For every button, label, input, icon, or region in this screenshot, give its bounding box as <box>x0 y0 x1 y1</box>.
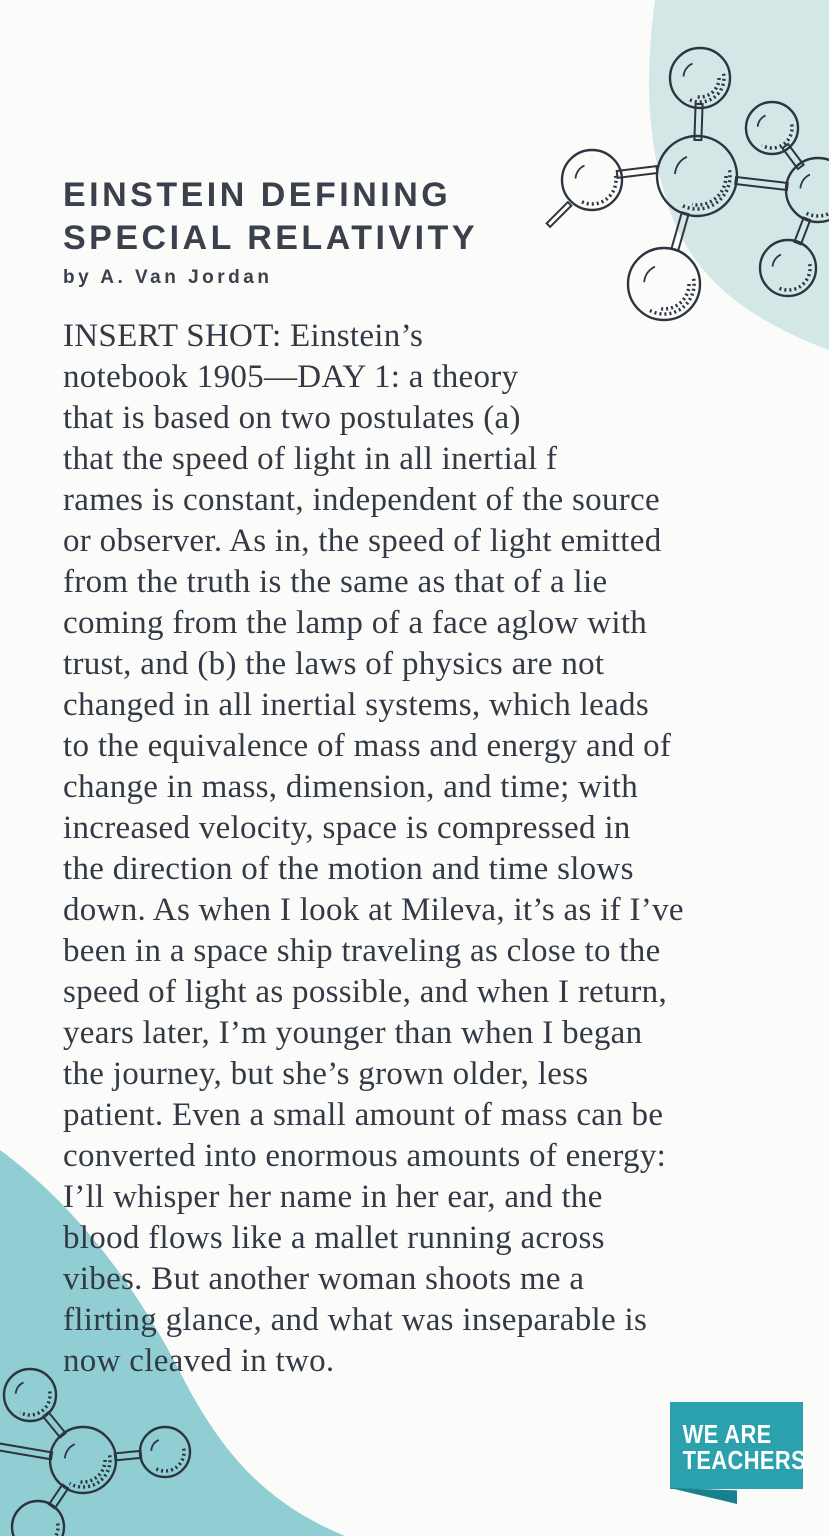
poem-line: rames is constant, independent of the source <box>63 482 660 518</box>
poem-line: blood flows like a mallet running across <box>63 1220 605 1256</box>
poem-line: speed of light as possible, and when I return, <box>63 974 667 1010</box>
poem-line: INSERT SHOT: Einstein’s <box>63 318 424 354</box>
poem-line: to the equivalence of mass and energy and of <box>63 728 672 764</box>
logo-line-2: TEACHERS <box>682 1444 807 1475</box>
poem-line: down. As when I look at Mileva, it’s as if I’ve <box>63 892 684 928</box>
poem-title-line-1: EINSTEIN DEFINING <box>63 176 452 214</box>
poem-line: changed in all inertial systems, which leads <box>63 687 649 723</box>
poem-line: that the speed of light in all inertial f <box>63 441 558 477</box>
poem-line: converted into enormous amounts of energy: <box>63 1138 667 1174</box>
poem-line: been in a space ship traveling as close to the <box>63 933 661 969</box>
poem-line: flirting glance, and what was inseparable is <box>63 1302 648 1338</box>
poem-line: the journey, but she’s grown older, less <box>63 1056 589 1092</box>
poem-line: the direction of the motion and time slows <box>63 851 634 887</box>
poem-line: notebook 1905—DAY 1: a theory <box>63 359 519 395</box>
poem-title-line-2: SPECIAL RELATIVITY <box>63 219 479 257</box>
poem-line: trust, and (b) the laws of physics are not <box>63 646 605 682</box>
poem-line: from the truth is the same as that of a lie <box>63 564 608 600</box>
logo-line-1: WE ARE <box>682 1419 772 1449</box>
poem-line: that is based on two postulates (a) <box>63 400 521 436</box>
poem-line: vibes. But another woman shoots me a <box>63 1261 585 1297</box>
poem-line: increased velocity, space is compressed in <box>63 810 631 846</box>
poem-line: years later, I’m younger than when I began <box>63 1015 643 1051</box>
poem-line: change in mass, dimension, and time; with <box>63 769 639 805</box>
poem-body <box>63 316 684 1382</box>
poem-content <box>63 174 684 1382</box>
poem-byline: by A. Van Jordan <box>63 267 273 288</box>
poem-line: or observer. As in, the speed of light emitted <box>63 523 662 559</box>
poem-title <box>63 174 684 260</box>
poem-line: I’ll whisper her name in her ear, and the <box>63 1179 603 1215</box>
we-are-teachers-logo <box>670 1402 807 1489</box>
poem-line: now cleaved in two. <box>63 1343 335 1379</box>
poem-line: patient. Even a small amount of mass can be <box>63 1097 664 1133</box>
poem-line: coming from the lamp of a face aglow with <box>63 605 648 641</box>
logo-text <box>670 1402 807 1475</box>
